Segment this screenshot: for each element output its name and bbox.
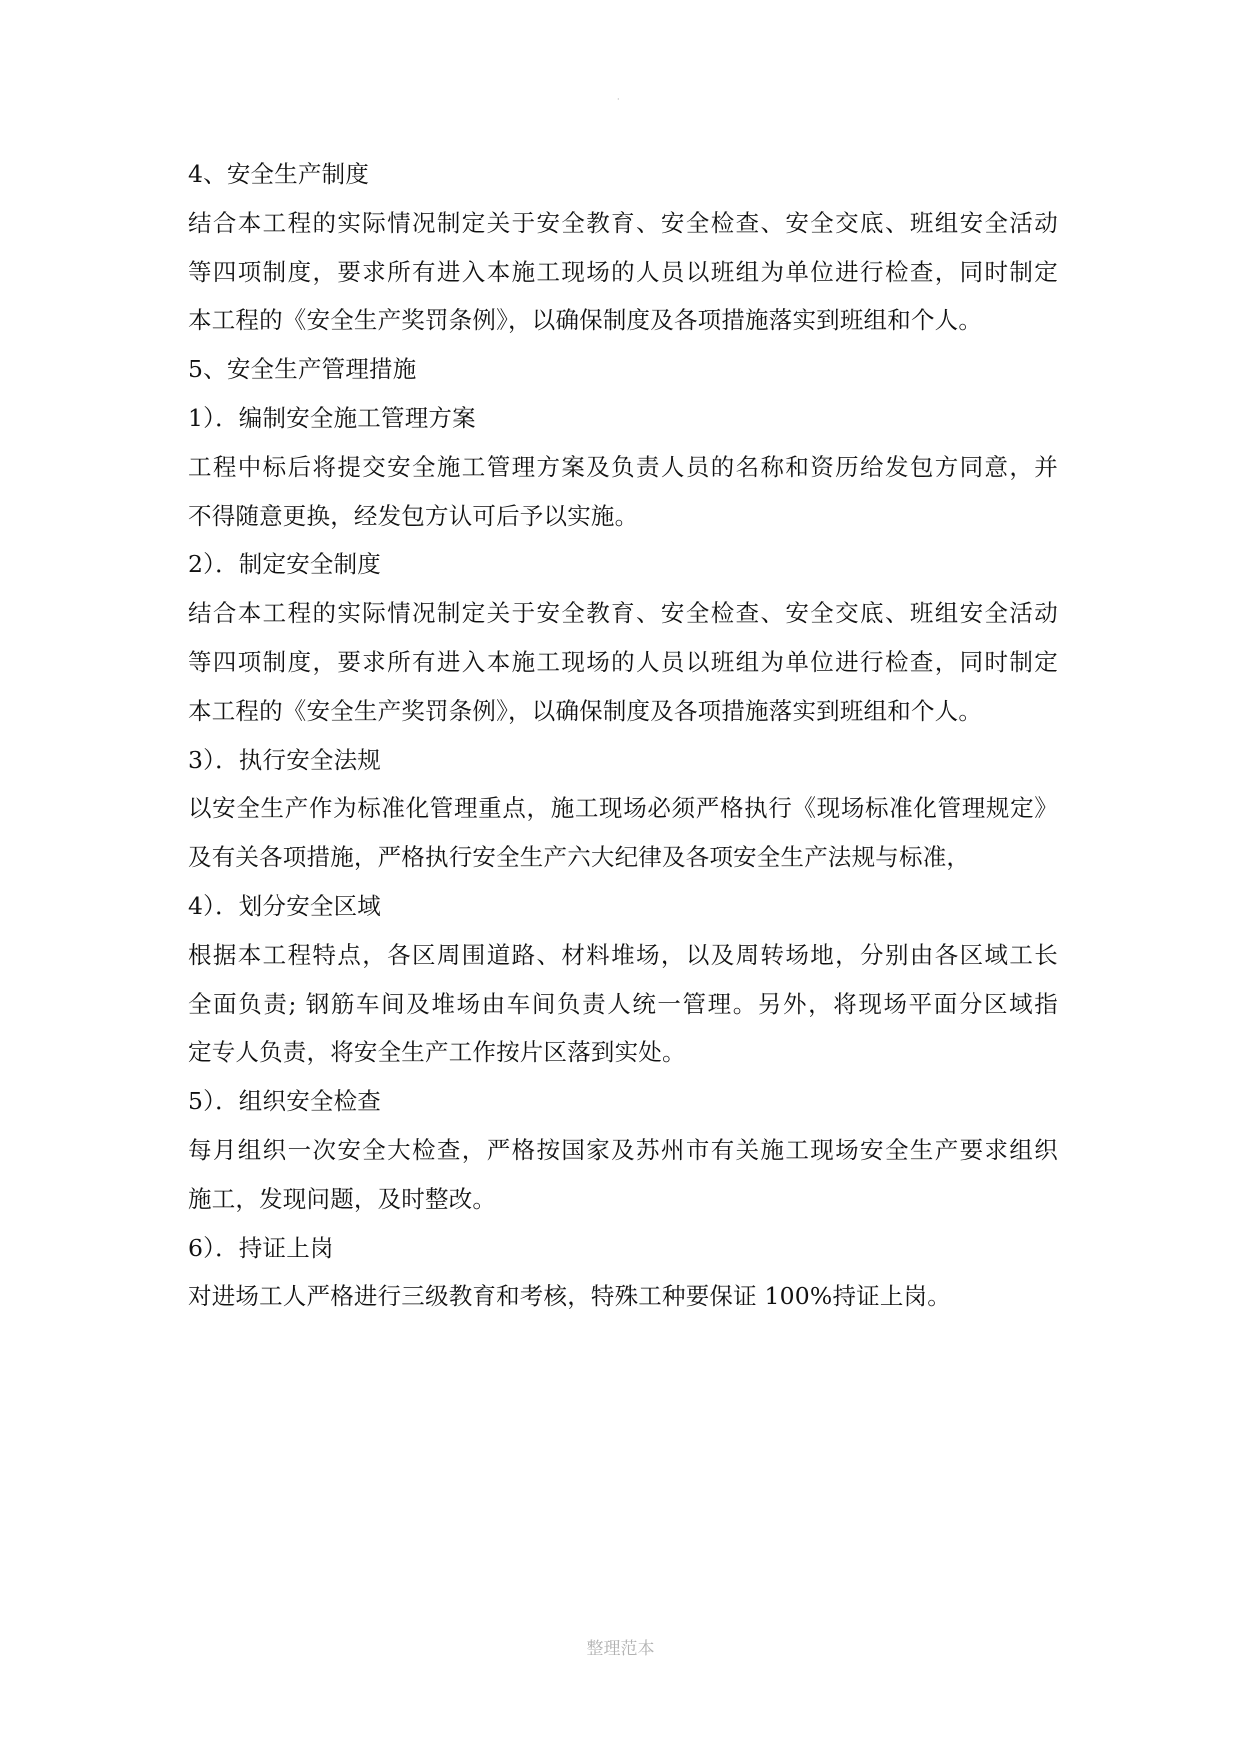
paragraph-line: 等四项制度，要求所有进入本施工现场的人员以班组为单位进行检查，同时制定 bbox=[188, 257, 1058, 286]
subheading-1: 1）．编制安全施工管理方案 bbox=[188, 403, 476, 432]
section-heading-safety-measures: 5、安全生产管理措施 bbox=[188, 355, 417, 384]
subheading-3: 3）．执行安全法规 bbox=[188, 745, 382, 774]
paragraph-line: 工程中标后将提交安全施工管理方案及负责人员的名称和资历给发包方同意，并 bbox=[188, 452, 1058, 481]
section-heading-safety-system: 4、安全生产制度 bbox=[188, 160, 370, 188]
paragraph-line: 对进场工人严格进行三级教育和考核，特殊工种要保证 100%持证上岗。 bbox=[188, 1282, 951, 1311]
subheading-6: 6）．持证上岗 bbox=[188, 1233, 334, 1262]
paragraph-line: 结合本工程的实际情况制定关于安全教育、安全检查、安全交底、班组安全活动 bbox=[188, 208, 1058, 237]
paragraph-line: 结合本工程的实际情况制定关于安全教育、安全检查、安全交底、班组安全活动 bbox=[188, 599, 1058, 628]
paragraph-line: 及有关各项措施，严格执行安全生产六大纪律及各项安全生产法规与标准， bbox=[188, 843, 971, 872]
paragraph-line: 定专人负责，将安全生产工作按片区落到实处。 bbox=[188, 1038, 686, 1067]
paragraph-line: 本工程的《安全生产奖罚条例》，以确保制度及各项措施落实到班组和个人。 bbox=[188, 696, 983, 725]
paragraph-line: 等四项制度，要求所有进入本施工现场的人员以班组为单位进行检查，同时制定 bbox=[188, 647, 1058, 676]
paragraph-line: 本工程的《安全生产奖罚条例》，以确保制度及各项措施落实到班组和个人。 bbox=[188, 306, 983, 335]
paragraph-line: 全面负责; 钢筋车间及堆场由车间负责人统一管理。另外，将现场平面分区域指 bbox=[188, 989, 1058, 1018]
subheading-4: 4）．划分安全区域 bbox=[188, 891, 382, 920]
paragraph-line: 以安全生产作为标准化管理重点，施工现场必须严格执行《现场标准化管理规定》 bbox=[188, 794, 1058, 823]
paragraph-line: 施工，发现问题，及时整改。 bbox=[188, 1184, 497, 1213]
paragraph-line: 根据本工程特点，各区周围道路、材料堆场，以及周转场地，分别由各区域工长 bbox=[188, 940, 1058, 969]
header-mark: · bbox=[617, 95, 620, 104]
subheading-5: 5）．组织安全检查 bbox=[188, 1087, 382, 1116]
document-body bbox=[188, 150, 1058, 1321]
subheading-2: 2）．制定安全制度 bbox=[188, 550, 382, 579]
paragraph-line: 每月组织一次安全大检查，严格按国家及苏州市有关施工现场安全生产要求组织 bbox=[188, 1135, 1058, 1164]
paragraph-line: 不得随意更换，经发包方认可后予以实施。 bbox=[188, 501, 639, 530]
page-footer: 整理范本 bbox=[586, 1639, 655, 1659]
